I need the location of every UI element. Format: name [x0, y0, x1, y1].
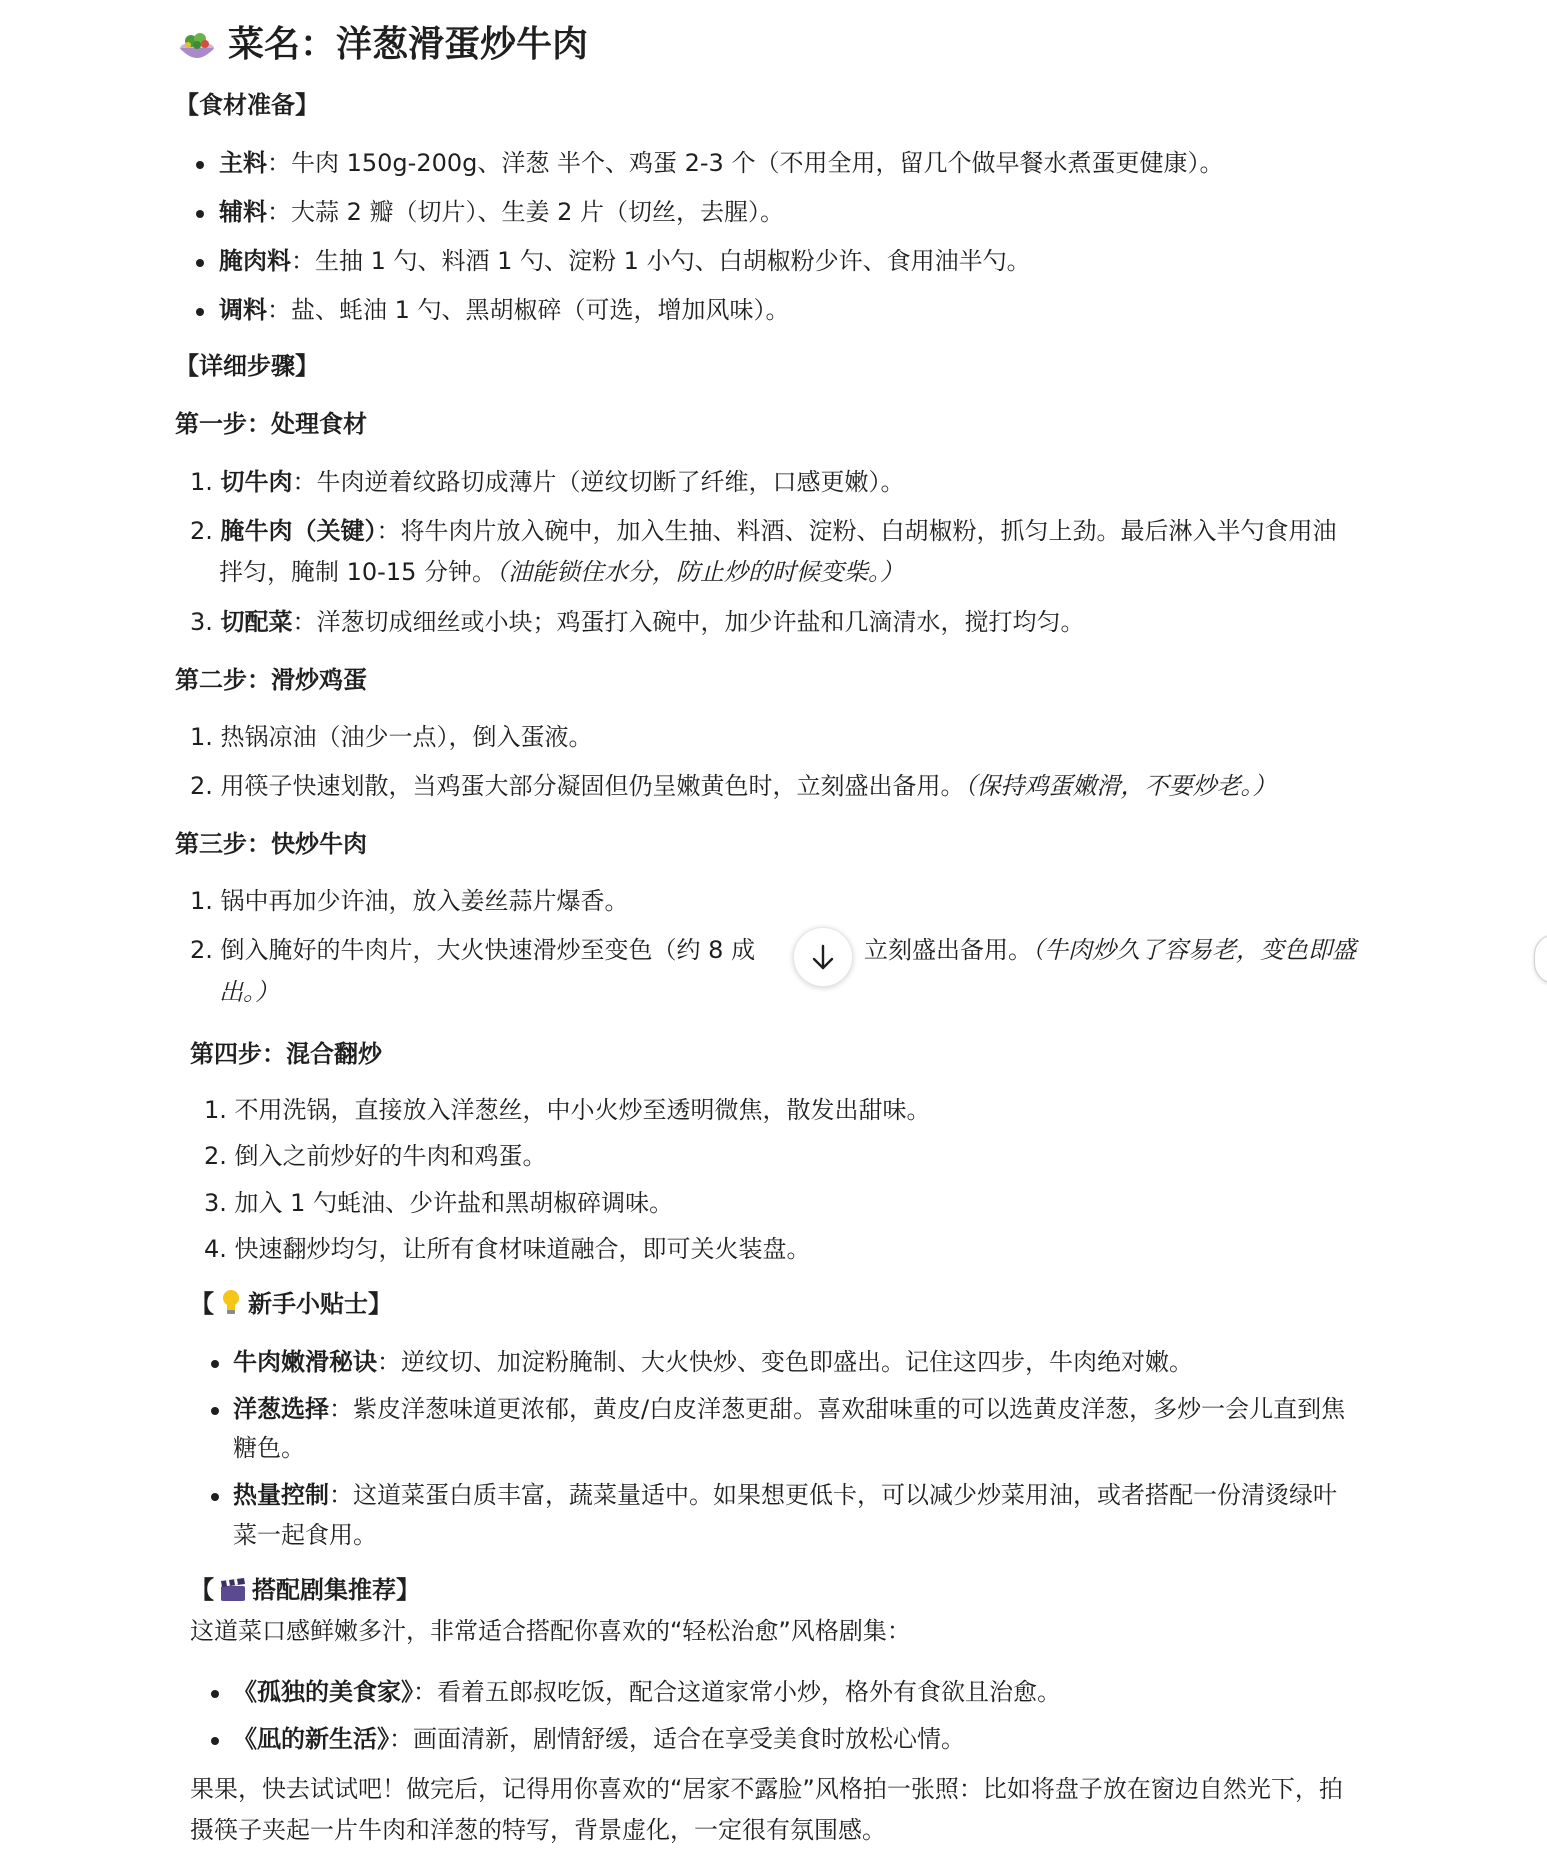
list-item: 2. 倒入之前炒好的牛肉和鸡蛋。 [204, 1142, 547, 1170]
step1-heading: 第一步：处理食材 [175, 410, 367, 438]
scroll-down-button[interactable] [793, 927, 853, 987]
clapperboard-icon [220, 1577, 246, 1611]
list-item: 调料：盐、蚝油 1 勺、黑胡椒碎（可选，增加风味）。 [219, 296, 790, 324]
bullet [211, 1407, 219, 1415]
page-title: 菜名：洋葱滑蛋炒牛肉 [228, 24, 589, 65]
bullet [196, 259, 204, 267]
list-item: 2. 倒入腌好的牛肉片，大火快速滑炒至变色（约 8 成 [190, 936, 756, 964]
step2-heading: 第二步：滑炒鸡蛋 [175, 666, 367, 694]
list-item: 1. 热锅凉油（油少一点），倒入蛋液。 [190, 723, 593, 751]
list-item: 1. 不用洗锅，直接放入洋葱丝，中小火炒至透明微焦，散发出甜味。 [204, 1096, 931, 1124]
list-item-continuation: 糖色。 [233, 1434, 305, 1462]
list-item: 牛肉嫩滑秘诀：逆纹切、加淀粉腌制、大火快炒、变色即盛出。记住这四步，牛肉绝对嫩。 [233, 1348, 1193, 1376]
list-item: 3. 加入 1 勺蚝油、少许盐和黑胡椒碎调味。 [204, 1189, 674, 1217]
bullet [211, 1690, 219, 1698]
step4-heading: 第四步：混合翻炒 [190, 1040, 382, 1068]
list-item-continuation: 出。） [219, 978, 279, 1006]
list-item: 洋葱选择：紫皮洋葱味道更浓郁，黄皮/白皮洋葱更甜。喜欢甜味重的可以选黄皮洋葱，多炒一会儿直到焦 [233, 1395, 1346, 1423]
list-item: 《凪的新生活》：画面清新，剧情舒缓，适合在享受美食时放松心情。 [233, 1725, 965, 1753]
list-item-continuation: 拌匀，腌制 10-15 分钟。（油能锁住水分，防止炒的时候变柴。） [219, 558, 904, 586]
list-item-fragment: 立刻盛出备用。（牛肉炒久了容易老，变色即盛 [864, 936, 1356, 964]
bullet [211, 1493, 219, 1501]
list-item: 3. 切配菜：洋葱切成细丝或小块；鸡蛋打入碗中，加少许盐和几滴清水，搅打均匀。 [190, 608, 1085, 636]
bullet [196, 210, 204, 218]
list-item: 1. 切牛肉：牛肉逆着纹路切成薄片（逆纹切断了纤维，口感更嫩）。 [190, 468, 905, 496]
bullet [211, 1737, 219, 1745]
bullet [196, 161, 204, 169]
bullet [211, 1360, 219, 1368]
list-item: 热量控制：这道菜蛋白质丰富，蔬菜量适中。如果想更低卡，可以减少炒菜用油，或者搭配一份清烫绿叶 [233, 1481, 1337, 1509]
salad-bowl-icon [178, 26, 216, 64]
list-item: 《孤独的美食家》：看着五郎叔吃饭，配合这道家常小炒，格外有食欲且治愈。 [233, 1678, 1061, 1706]
steps-heading: 【详细步骤】 [175, 352, 319, 380]
list-item: 4. 快速翻炒均匀，让所有食材味道融合，即可关火装盘。 [204, 1235, 811, 1263]
list-item: 腌肉料：生抽 1 勺、料酒 1 勺、淀粉 1 小勺、白胡椒粉少许、食用油半勺。 [219, 247, 1031, 275]
arrow-down-icon [794, 928, 852, 986]
drama-intro: 这道菜口感鲜嫩多汁，非常适合搭配你喜欢的“轻松治愈”风格剧集： [190, 1617, 911, 1645]
list-item: 主料：牛肉 150g-200g、洋葱 半个、鸡蛋 2-3 个（不用全用，留几个做早餐水煮蛋更健康）。 [219, 149, 1224, 177]
bullet [196, 308, 204, 316]
list-item: 辅料：大蒜 2 瓣（切片）、生姜 2 片（切丝，去腥）。 [219, 198, 785, 226]
side-panel-handle[interactable] [1534, 934, 1547, 984]
list-item-continuation: 菜一起食用。 [233, 1521, 377, 1549]
list-item: 1. 锅中再加少许油，放入姜丝蒜片爆香。 [190, 887, 629, 915]
ingredients-heading: 【食材准备】 [175, 91, 319, 119]
closing-line: 摄筷子夹起一片牛肉和洋葱的特写，背景虚化，一定很有氛围感。 [190, 1816, 886, 1844]
lightbulb-icon [220, 1288, 242, 1325]
list-item: 2. 用筷子快速划散，当鸡蛋大部分凝固但仍呈嫩黄色时，立刻盛出备用。（保持鸡蛋嫩滑，不要炒老。） [190, 772, 1277, 800]
drama-heading: 【 搭配剧集推荐】 [190, 1573, 420, 1611]
step3-heading: 第三步：快炒牛肉 [175, 830, 367, 858]
list-item: 2. 腌牛肉（关键）：将牛肉片放入碗中，加入生抽、料酒、淀粉、白胡椒粉，抓匀上劲。最后淋入半勺食用油 [190, 517, 1337, 545]
closing-line: 果果，快去试试吧！做完后，记得用你喜欢的“居家不露脸”风格拍一张照：比如将盘子放在窗边自然光下，拍 [190, 1775, 1343, 1803]
tips-heading: 【 新手小贴士】 [190, 1287, 392, 1325]
